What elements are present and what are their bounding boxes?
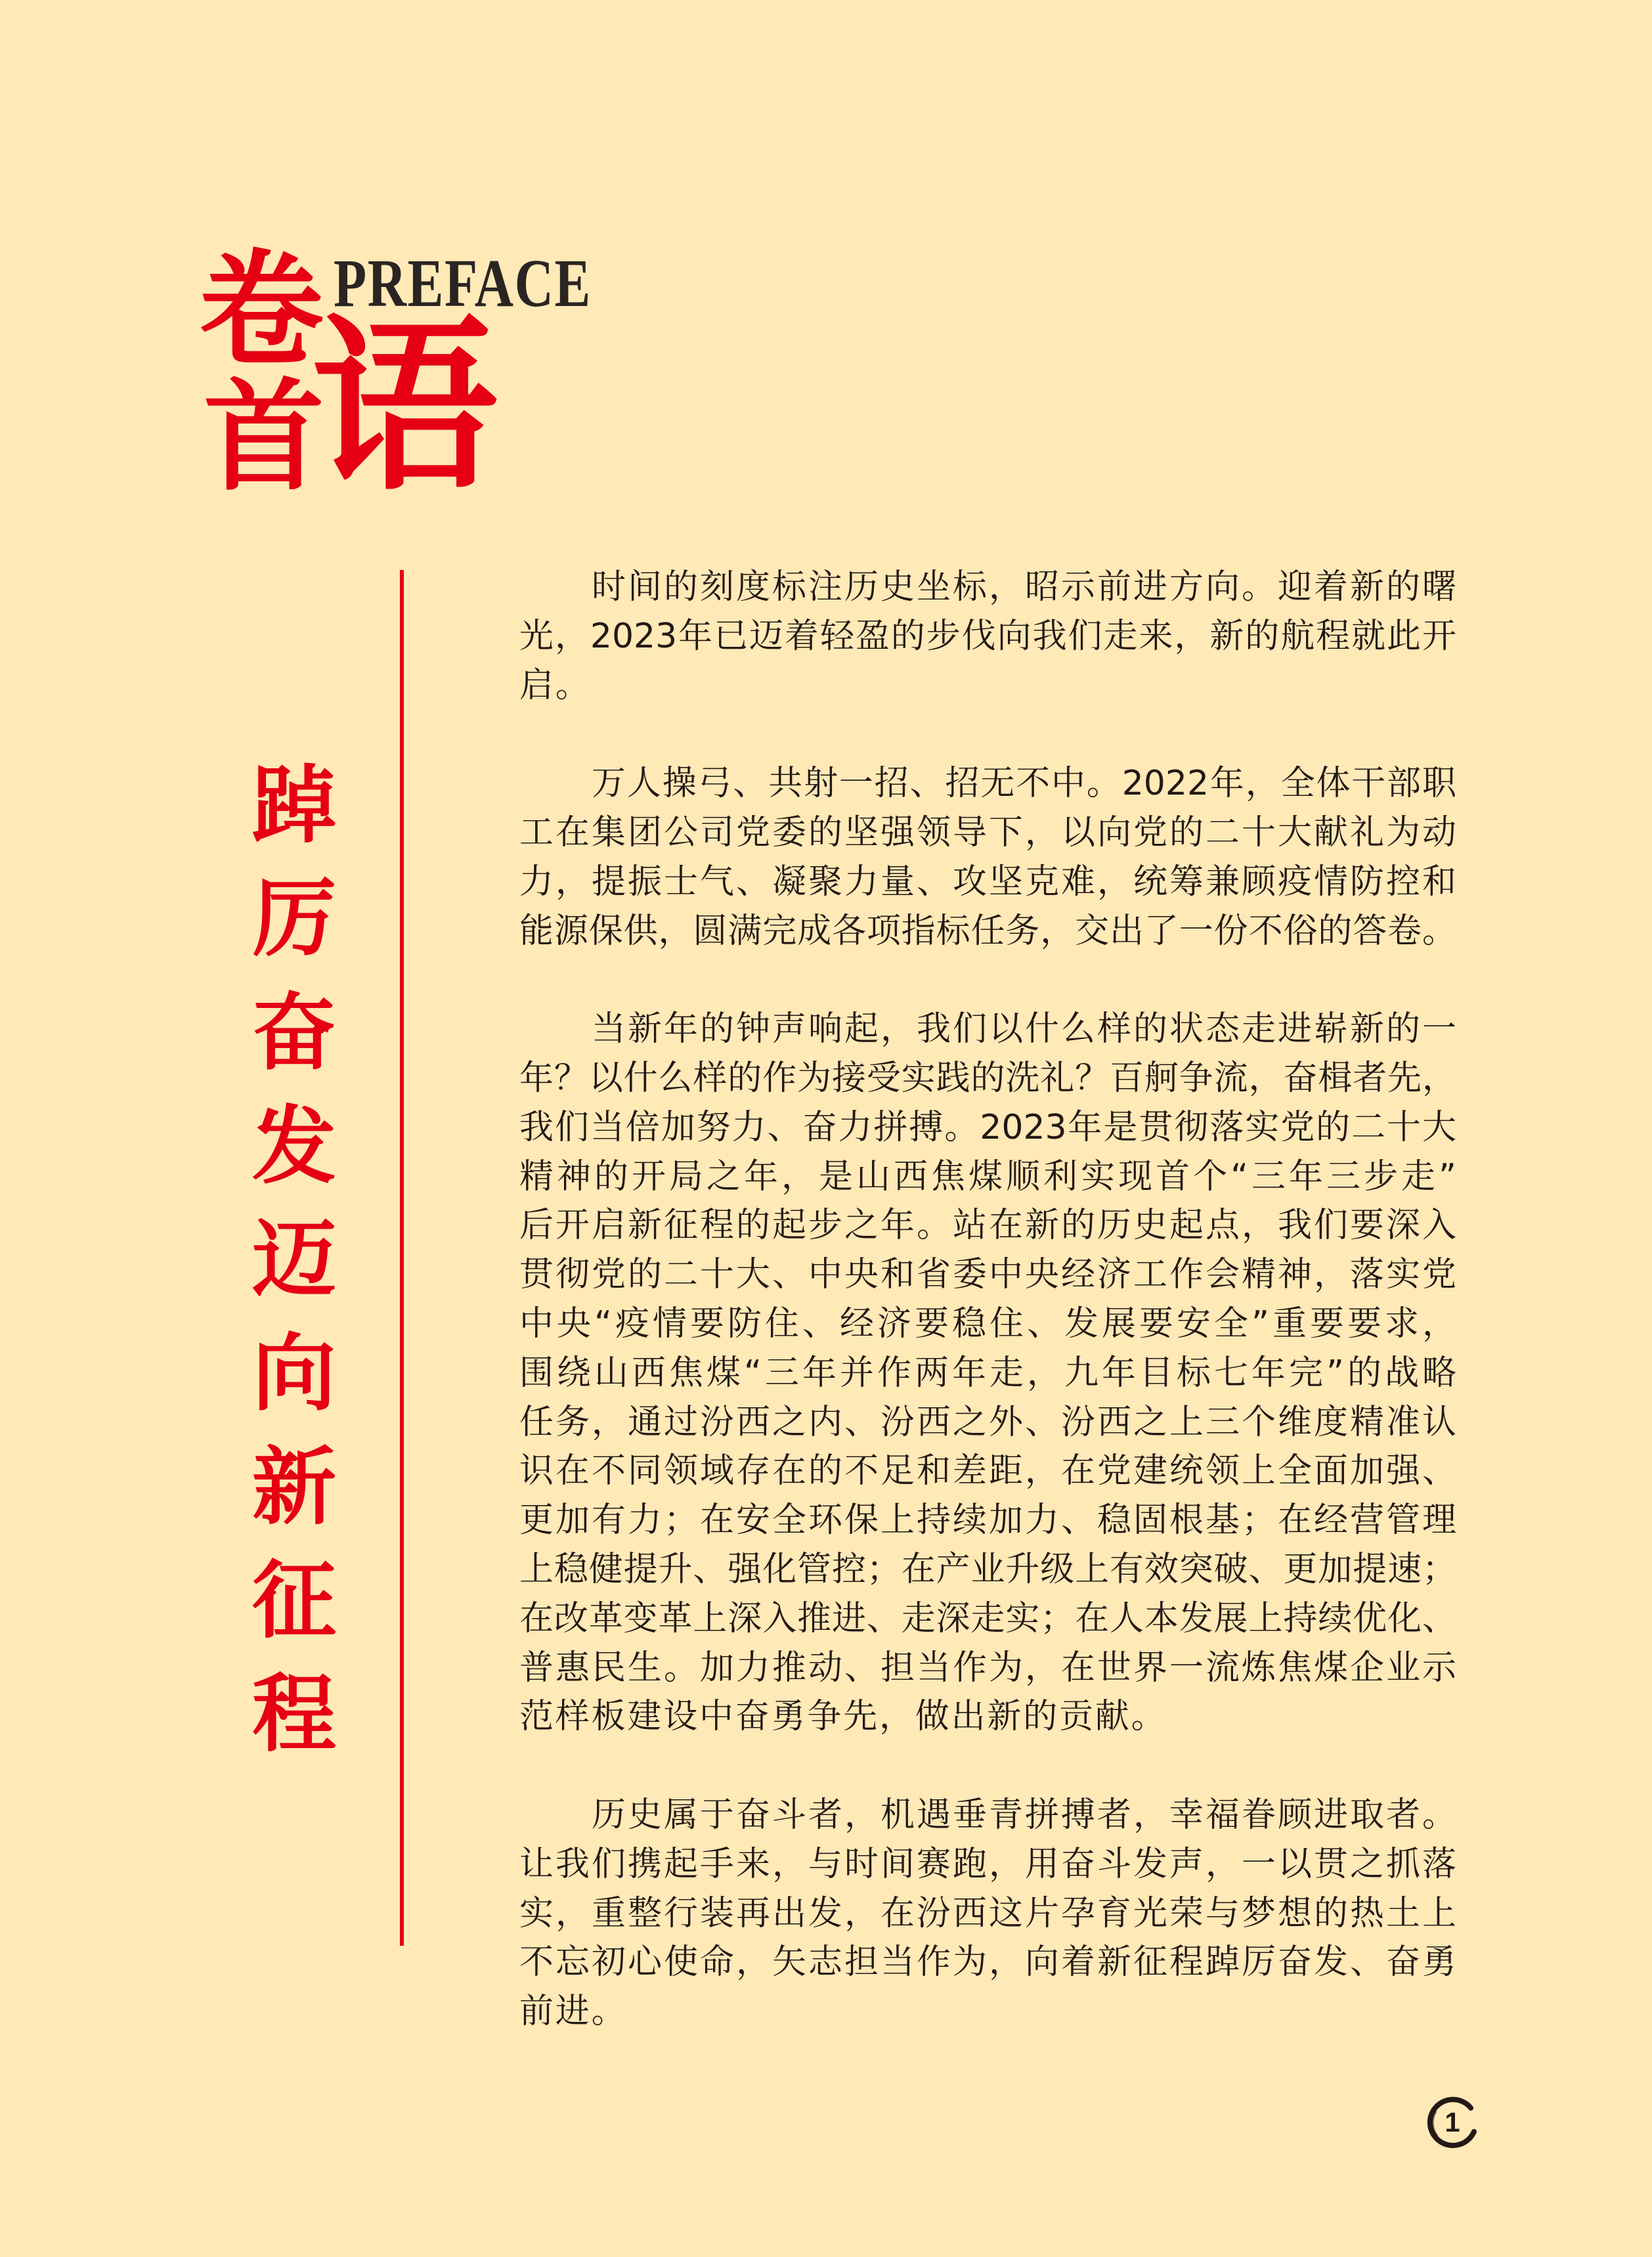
paragraph bbox=[519, 1791, 1456, 2036]
preface-subtitle: PREFACE bbox=[334, 246, 592, 321]
text-line: 不忘初心使命，矢志担当作为，向着新征程踔厉奋发、奋勇 bbox=[519, 1942, 1456, 1983]
paragraph bbox=[519, 759, 1456, 955]
text-line: 识在不同领域存在的不足和差距，在党建统领上全面加强、 bbox=[519, 1451, 1456, 1491]
preface-body bbox=[519, 563, 1456, 2036]
text-line: 中央“疫情要防住、经济要稳住、发展要安全”重要要求， bbox=[519, 1304, 1456, 1344]
text-line: 当新年的钟声响起，我们以什么样的状态走进崭新的一 bbox=[592, 1009, 1456, 1049]
title-char-shou: 首 bbox=[204, 367, 325, 508]
text-line: 启。 bbox=[519, 665, 592, 705]
text-line: 精神的开局之年，是山西焦煤顺利实现首个“三年三步走” bbox=[519, 1156, 1456, 1196]
text-line: 力，提振士气、凝聚力量、攻坚克难，统筹兼顾疫情防控和 bbox=[519, 862, 1456, 902]
text-line: 范样板建设中奋勇争先，做出新的贡献。 bbox=[519, 1697, 1167, 1737]
text-line: 贯彻党的二十大、中央和省委中央经济工作会精神，落实党 bbox=[519, 1255, 1456, 1295]
text-line: 工在集团公司党委的坚强领导下，以向党的二十大献礼为动 bbox=[519, 812, 1456, 852]
title-char-juan: 卷 bbox=[199, 238, 324, 383]
text-line: 光，2023年已迈着轻盈的步伐向我们走来，新的航程就此开 bbox=[519, 616, 1456, 656]
text-line: 在改革变革上深入推进、走深走实；在人本发展上持续优化、 bbox=[519, 1598, 1456, 1638]
text-line: 实，重整行装再出发，在汾西这片孕育光荣与梦想的热土上 bbox=[519, 1893, 1456, 1933]
text-line: 我们当倍加努力、奋力拼搏。2023年是贯彻落实党的二十大 bbox=[519, 1107, 1456, 1147]
page-number-text: 1 bbox=[1445, 2107, 1460, 2137]
text-line: 时间的刻度标注历史坐标，昭示前进方向。迎着新的曙 bbox=[592, 567, 1456, 607]
text-line: 更加有力；在安全环保上持续加力、稳固根基；在经营管理 bbox=[519, 1501, 1456, 1541]
text-line: 后开启新征程的起步之年。站在新的历史起点，我们要深入 bbox=[519, 1206, 1456, 1246]
text-line: 上稳健提升、强化管控；在产业升级上有效突破、更加提速； bbox=[519, 1549, 1456, 1589]
text-line: 前进。 bbox=[519, 1992, 628, 2032]
text-line: 任务，通过汾西之内、汾西之外、汾西之上三个维度精准认 bbox=[519, 1402, 1456, 1442]
text-line: 万人操弓、共射一招、招无不中。2022年，全体干部职 bbox=[592, 764, 1456, 804]
red-divider-line bbox=[400, 570, 404, 1946]
text-line: 普惠民生。加力推动、担当作为，在世界一流炼焦煤企业示 bbox=[519, 1648, 1456, 1688]
text-line: 能源保供，圆满完成各项指标任务，交出了一份不俗的答卷。 bbox=[519, 911, 1456, 951]
vertical-slogan: 踔厉奋发迈向新征程 bbox=[238, 760, 336, 1783]
text-line: 让我们携起手来，与时间赛跑，用奋斗发声，一以贯之抓落 bbox=[519, 1844, 1456, 1884]
text-line: 年？以什么样的作为接受实践的洗礼？百舸争流，奋楫者先， bbox=[519, 1058, 1456, 1098]
text-line: 围绕山西焦煤“三年并作两年走，九年目标七年完”的战略 bbox=[519, 1353, 1456, 1393]
title-char-yu: 语 bbox=[311, 298, 498, 515]
paragraph bbox=[519, 563, 1456, 710]
page-number bbox=[1422, 2092, 1483, 2153]
text-line: 历史属于奋斗者，机遇垂青拼搏者，幸福眷顾进取者。 bbox=[592, 1795, 1456, 1835]
paragraph bbox=[519, 1005, 1456, 1742]
